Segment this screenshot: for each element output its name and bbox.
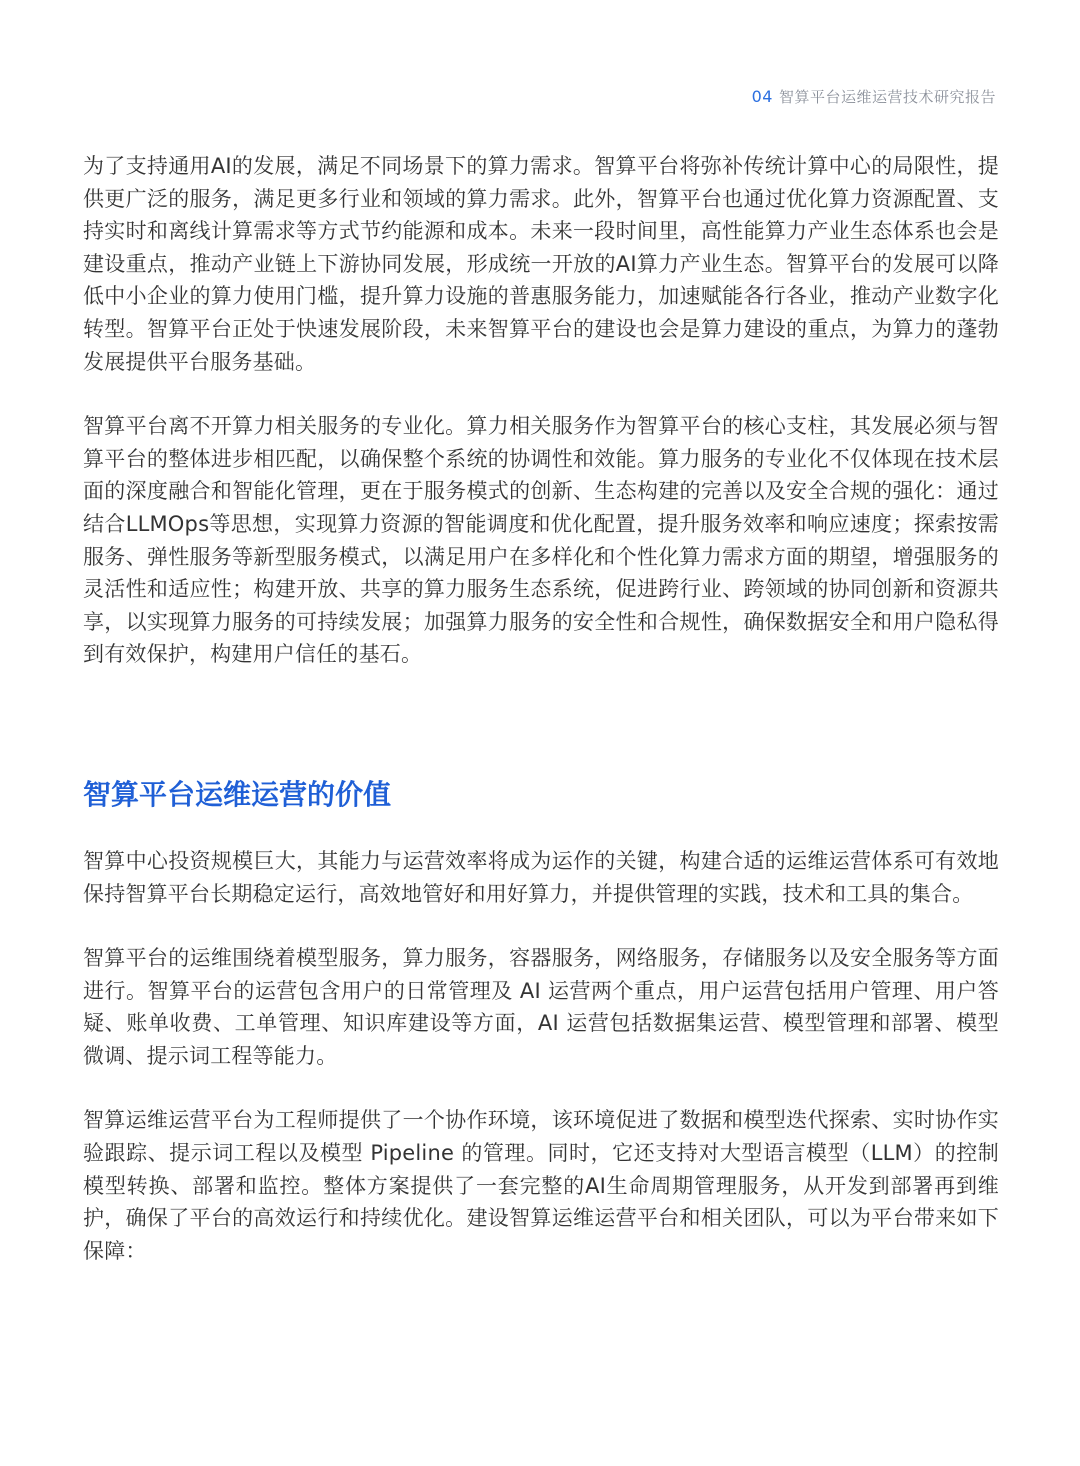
paragraph-ai-support: 为了支持通用AI的发展，满足不同场景下的算力需求。智算平台将弥补传统计算中心的局限性，提供更广泛的服务，满足更多行业和领域的算力需求。此外，智算平台也通过优化算力资源配置、支持实时和离线计算需求等方式节约能源和成本。未来一段时间里，高性能算力产业生态体系也会是建设重点，推动产业链上下游协同发展，形成统一开放的AI算力产业生态。智算平台的发展可以降低中小企业的算力使用门槛，提升算力设施的普惠服务能力，加速赋能各行各业，推动产业数字化转型。智算平台正处于快速发展阶段，未来智算平台的建设也会是算力建设的重点，为算力的蓬勃发展提供平台服务基础。 [83, 154, 999, 374]
chapter-title: 智算平台运维运营技术研究报告 [778, 88, 996, 106]
section-heading: 智算平台运维运营的价值 [83, 777, 392, 811]
chapter-number: 04 [751, 87, 773, 106]
page-header [752, 86, 996, 107]
paragraph-ops-scope: 智算平台的运维围绕着模型服务，算力服务，容器服务，网络服务，存储服务以及安全服务等方面进行。智算平台的运营包含用户的日常管理及 AI 运营两个重点，用户运营包括用户管理、用户答疑、账单收费、工单管理、知识库建设等方面，AI 运营包括数据集运营、模型管理和部署、模型微调、提示词工程等能力。 [83, 946, 999, 1068]
paragraph-service-specialization: 智算平台离不开算力相关服务的专业化。算力相关服务作为智算平台的核心支柱，其发展必须与智算平台的整体进步相匹配，以确保整个系统的协调性和效能。算力服务的专业化不仅体现在技术层面的深度融合和智能化管理，更在于服务模式的创新、生态构建的完善以及安全合规的强化：通过结合LLMOps等思想，实现算力资源的智能调度和优化配置，提升服务效率和响应速度；探索按需服务、弹性服务等新型服务模式，以满足用户在多样化和个性化算力需求方面的期望，增强服务的灵活性和适应性；构建开放、共享的算力服务生态系统，促进跨行业、跨领域的协同创新和资源共享，以实现算力服务的可持续发展；加强算力服务的安全性和合规性，确保数据安全和用户隐私得到有效保护，构建用户信任的基石。 [83, 414, 999, 667]
document-body [83, 150, 999, 1267]
paragraph-investment-scale: 智算中心投资规模巨大，其能力与运营效率将成为运作的关键，构建合适的运维运营体系可有效地保持智算平台长期稳定运行，高效地管好和用好算力，并提供管理的实践，技术和工具的集合。 [83, 848, 999, 906]
paragraph-platform-environment: 智算运维运营平台为工程师提供了一个协作环境，该环境促进了数据和模型迭代探索、实时协作实验跟踪、提示词工程以及模型 Pipeline 的管理。同时，它还支持对大型语言模型（LLM）的控制模型转换、部署和监控。整体方案提供了一套完整的AI生命周期管理服务，从开发到部署再到维护，确保了平台的高效运行和持续优化。建设智算运维运营平台和相关团队，可以为平台带来如下保障： [83, 1108, 999, 1263]
